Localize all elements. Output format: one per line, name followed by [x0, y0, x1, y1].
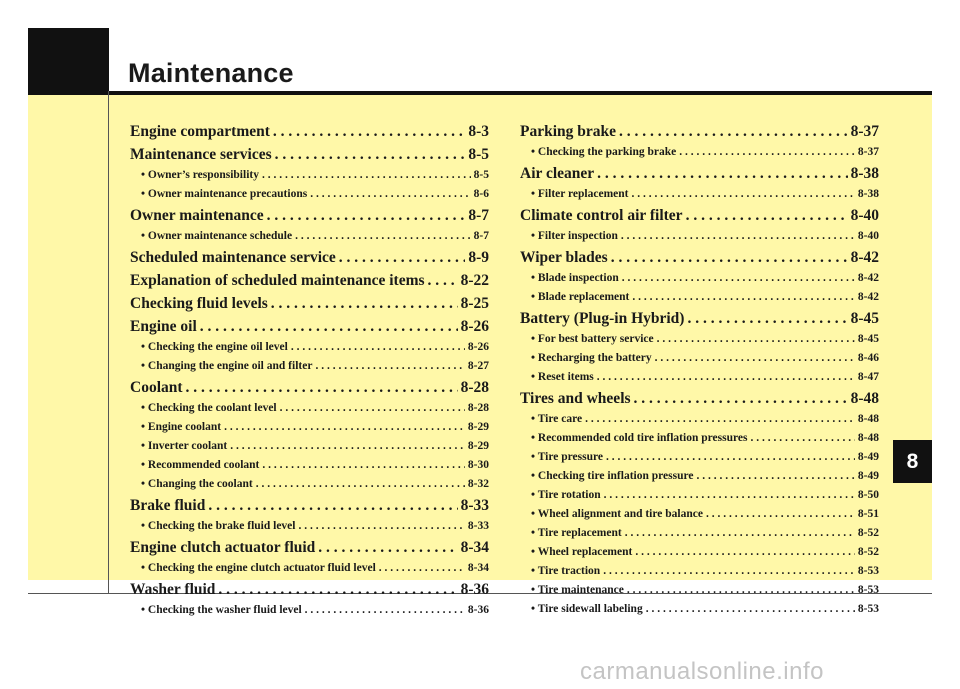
toc-entry-page: 8-6 [473, 188, 489, 200]
toc-subentry[interactable] [520, 524, 879, 543]
toc-subentry[interactable] [520, 349, 879, 368]
toc-entry-label: Engine oil [130, 318, 197, 335]
toc-entry-page: 8-53 [857, 603, 879, 615]
toc-leader-dots [643, 600, 855, 619]
toc-leader-dots [654, 330, 855, 349]
toc-subentry[interactable] [520, 581, 879, 600]
toc-leader-dots [676, 143, 855, 162]
toc-entry-label: • Tire rotation [531, 489, 601, 501]
toc-entry[interactable] [520, 387, 879, 410]
toc-leader-dots [376, 559, 465, 578]
toc-subentry[interactable] [520, 448, 879, 467]
toc-entry-page: 8-5 [468, 146, 489, 163]
toc-entry-page: 8-26 [460, 318, 489, 335]
toc-entry[interactable] [520, 120, 879, 143]
toc-entry-label: • Changing the engine oil and filter [141, 360, 313, 372]
toc-entry[interactable] [520, 246, 879, 269]
toc-entry-page: 8-45 [857, 333, 879, 345]
toc-entry-label: • Checking the engine oil level [141, 341, 288, 353]
toc-entry-page: 8-36 [467, 604, 489, 616]
toc-subentry[interactable] [130, 475, 489, 494]
toc-entry-page: 8-46 [857, 352, 879, 364]
toc-entry-label: Owner maintenance [130, 207, 264, 224]
toc-entry-label: • Checking the brake fluid level [141, 520, 296, 532]
toc-leader-dots [616, 120, 848, 143]
toc-entry[interactable] [130, 204, 489, 227]
toc-leader-dots [227, 437, 465, 456]
toc-entry-label: • Inverter coolant [141, 440, 228, 452]
toc-entry-page: 8-48 [850, 390, 879, 407]
toc-subentry[interactable] [130, 601, 489, 620]
toc-leader-dots [628, 185, 854, 204]
toc-entry-label: • Tire pressure [531, 451, 603, 463]
toc-entry-page: 8-29 [467, 440, 489, 452]
toc-leader-dots [197, 315, 458, 338]
toc-entry-label: • Wheel alignment and tire balance [531, 508, 703, 520]
chapter-tab[interactable]: 8 [893, 440, 932, 483]
toc-entry-label: • Checking the engine clutch actuator fluid level [141, 562, 376, 574]
toc-leader-dots [619, 269, 855, 288]
toc-leader-dots [582, 410, 855, 429]
toc-entry-page: 8-37 [850, 123, 879, 140]
toc-subentry[interactable] [130, 227, 489, 246]
toc-entry[interactable] [130, 246, 489, 269]
toc-entry-page: 8-49 [857, 470, 879, 482]
toc-entry-label: • Filter replacement [531, 188, 629, 200]
toc-leader-dots [312, 357, 464, 376]
toc-leader-dots [270, 120, 465, 143]
toc-entry-page: 8-49 [857, 451, 879, 463]
toc-entry-page: 8-40 [850, 207, 879, 224]
toc-entry-label: • Recharging the battery [531, 352, 652, 364]
toc-subentry[interactable] [520, 486, 879, 505]
page-title: Maintenance [128, 58, 294, 88]
toc-leader-dots [622, 524, 855, 543]
toc-leader-dots [601, 486, 855, 505]
toc-entry-page: 8-52 [857, 527, 879, 539]
toc-entry-page: 8-25 [460, 295, 489, 312]
toc-entry-page: 8-38 [857, 188, 879, 200]
toc-entry-page: 8-3 [468, 123, 489, 140]
toc-leader-dots [288, 338, 465, 357]
toc-subentry[interactable] [130, 559, 489, 578]
toc-entry-page: 8-53 [857, 565, 879, 577]
toc-entry-page: 8-42 [850, 249, 879, 266]
toc-subentry[interactable] [130, 399, 489, 418]
toc-entry-label: • Tire sidewall labeling [531, 603, 643, 615]
toc-leader-dots [302, 601, 465, 620]
toc-entry-page: 8-7 [468, 207, 489, 224]
toc-entry-label: Maintenance services [130, 146, 272, 163]
toc-subentry[interactable] [130, 437, 489, 456]
toc-leader-dots [594, 162, 847, 185]
toc-leader-dots [603, 448, 855, 467]
toc-entry[interactable] [130, 494, 489, 517]
toc-entry-label: Checking fluid levels [130, 295, 268, 312]
toc-entry-page: 8-26 [467, 341, 489, 353]
toc-subentry[interactable] [520, 143, 879, 162]
toc-leader-dots [693, 467, 854, 486]
toc-entry-page: 8-9 [468, 249, 489, 266]
toc-leader-dots [624, 581, 855, 600]
toc-entry-page: 8-34 [460, 539, 489, 556]
toc-subentry[interactable] [520, 330, 879, 349]
toc-entry[interactable] [520, 162, 879, 185]
toc-entry[interactable] [520, 307, 879, 330]
toc-entry[interactable] [130, 269, 489, 292]
toc-entry-page: 8-48 [857, 413, 879, 425]
toc-leader-dots [268, 292, 458, 315]
toc-leader-dots [631, 387, 848, 410]
toc-subentry[interactable] [520, 269, 879, 288]
toc-leader-dots [272, 143, 466, 166]
toc-entry[interactable] [130, 578, 489, 601]
toc-entry-page: 8-29 [467, 421, 489, 433]
toc-entry-page: 8-38 [850, 165, 879, 182]
toc-leader-dots [259, 166, 471, 185]
toc-subentry[interactable] [130, 166, 489, 185]
toc-entry-label: Engine clutch actuator fluid [130, 539, 316, 556]
toc-leader-dots [600, 562, 855, 581]
toc-entry-label: • Engine coolant [141, 421, 222, 433]
toc-entry-label: Wiper blades [520, 249, 608, 266]
toc-entry-page: 8-32 [467, 478, 489, 490]
toc-entry-page: 8-45 [850, 310, 879, 327]
toc-leader-dots [336, 246, 466, 269]
toc-entry-page: 8-52 [857, 546, 879, 558]
toc-entry[interactable] [130, 376, 489, 399]
toc-subentry[interactable] [520, 368, 879, 387]
toc-entry-page: 8-51 [857, 508, 879, 520]
toc-entry-label: Parking brake [520, 123, 617, 140]
toc-leader-dots [264, 204, 466, 227]
toc-entry[interactable] [130, 315, 489, 338]
toc-subentry[interactable] [520, 543, 879, 562]
toc-subentry[interactable] [520, 467, 879, 486]
toc-entry-label: Scheduled maintenance service [130, 249, 336, 266]
toc-leader-dots [747, 429, 854, 448]
toc-entry-label: Battery (Plug-in Hybrid) [520, 310, 685, 327]
toc-entry[interactable] [520, 204, 879, 227]
toc-entry-label: • Wheel replacement [531, 546, 633, 558]
toc-leader-dots [683, 204, 848, 227]
toc-entry-page: 8-28 [460, 379, 489, 396]
toc-entry-page: 8-50 [857, 489, 879, 501]
toc-leader-dots [608, 246, 848, 269]
toc-subentry[interactable] [130, 185, 489, 204]
toc-entry[interactable] [130, 292, 489, 315]
toc-entry-label: • Tire traction [531, 565, 601, 577]
toc-leader-dots [594, 368, 855, 387]
toc-leader-dots [277, 399, 465, 418]
toc-leader-dots [205, 494, 457, 517]
toc-entry-page: 8-37 [857, 146, 879, 158]
toc-entry[interactable] [130, 143, 489, 166]
toc-entry-label: Engine compartment [130, 123, 270, 140]
toc-entry-page: 8-40 [857, 230, 879, 242]
toc-entry[interactable] [130, 536, 489, 559]
toc-entry-label: • Reset items [531, 371, 594, 383]
toc-entry-label: Climate control air filter [520, 207, 683, 224]
toc-subentry[interactable] [520, 505, 879, 524]
toc-entry-page: 8-42 [857, 291, 879, 303]
toc-entry-label: • Owner maintenance precautions [141, 188, 308, 200]
toc-entry-label: Coolant [130, 379, 183, 396]
toc-leader-dots [259, 456, 465, 475]
toc-leader-dots [292, 227, 471, 246]
toc-entry-page: 8-7 [473, 230, 489, 242]
toc-entry-label: • Recommended cold tire inflation pressures [531, 432, 748, 444]
toc-entry-label: • Tire maintenance [531, 584, 624, 596]
toc-entry-page: 8-5 [473, 169, 489, 181]
toc-entry-label: • Owner’s responsibility [141, 169, 259, 181]
toc-column-right [520, 120, 879, 619]
toc-subentry[interactable] [130, 418, 489, 437]
toc-subentry[interactable] [130, 357, 489, 376]
toc-entry-label: • Checking the coolant level [141, 402, 277, 414]
toc-leader-dots [425, 269, 458, 292]
toc-entry-page: 8-47 [857, 371, 879, 383]
toc-entry-label: Explanation of scheduled maintenance items [130, 272, 425, 289]
header-block [28, 28, 109, 91]
toc-subentry[interactable] [130, 456, 489, 475]
toc-entry-page: 8-48 [857, 432, 879, 444]
watermark: carmanualsonline.info [580, 658, 824, 685]
toc-entry-page: 8-22 [460, 272, 489, 289]
toc-entry-label: • Blade inspection [531, 272, 619, 284]
toc-entry-label: Brake fluid [130, 497, 206, 514]
toc-entry-page: 8-36 [460, 581, 489, 598]
toc-leader-dots [684, 307, 847, 330]
toc-subentry[interactable] [520, 410, 879, 429]
toc-leader-dots [221, 418, 465, 437]
toc-subentry[interactable] [130, 338, 489, 357]
toc-leader-dots [183, 376, 458, 399]
toc-entry-label: • Owner maintenance schedule [141, 230, 293, 242]
toc-entry-page: 8-33 [467, 520, 489, 532]
toc-entry-label: • Tire replacement [531, 527, 622, 539]
toc-leader-dots [618, 227, 855, 246]
toc-entry-label: • Filter inspection [531, 230, 618, 242]
toc-leader-dots [296, 517, 465, 536]
toc-subentry[interactable] [520, 600, 879, 619]
toc-entry-label: • Checking the parking brake [531, 146, 677, 158]
margin-line [108, 91, 109, 593]
toc-entry-label: • Tire care [531, 413, 583, 425]
toc-entry-label: • Changing the coolant [141, 478, 253, 490]
toc-subentry[interactable] [520, 288, 879, 307]
toc-entry-page: 8-53 [857, 584, 879, 596]
toc-subentry[interactable] [520, 227, 879, 246]
toc-subentry[interactable] [520, 185, 879, 204]
toc-entry-label: Tires and wheels [520, 390, 631, 407]
toc-leader-dots [307, 185, 470, 204]
toc-entry-page: 8-33 [460, 497, 489, 514]
toc-leader-dots [652, 349, 855, 368]
toc-entry-label: Washer fluid [130, 581, 216, 598]
toc-subentry[interactable] [130, 517, 489, 536]
toc-entry-label: • Recommended coolant [141, 459, 260, 471]
toc-entry-label: • Checking the washer fluid level [141, 604, 302, 616]
toc-entry[interactable] [130, 120, 489, 143]
toc-entry-label: • For best battery service [531, 333, 654, 345]
toc-leader-dots [215, 578, 457, 601]
toc-leader-dots [253, 475, 465, 494]
toc-leader-dots [703, 505, 855, 524]
toc-entry-label: Air cleaner [520, 165, 595, 182]
toc-entry-label: • Checking tire inflation pressure [531, 470, 694, 482]
toc-entry-page: 8-30 [467, 459, 489, 471]
toc-subentry[interactable] [520, 562, 879, 581]
toc-entry-page: 8-42 [857, 272, 879, 284]
toc-column-left [130, 120, 489, 620]
toc-subentry[interactable] [520, 429, 879, 448]
toc-entry-page: 8-34 [467, 562, 489, 574]
toc-entry-page: 8-28 [467, 402, 489, 414]
toc-leader-dots [315, 536, 457, 559]
toc-entry-page: 8-27 [467, 360, 489, 372]
toc-leader-dots [629, 288, 855, 307]
toc-leader-dots [632, 543, 855, 562]
toc-entry-label: • Blade replacement [531, 291, 630, 303]
